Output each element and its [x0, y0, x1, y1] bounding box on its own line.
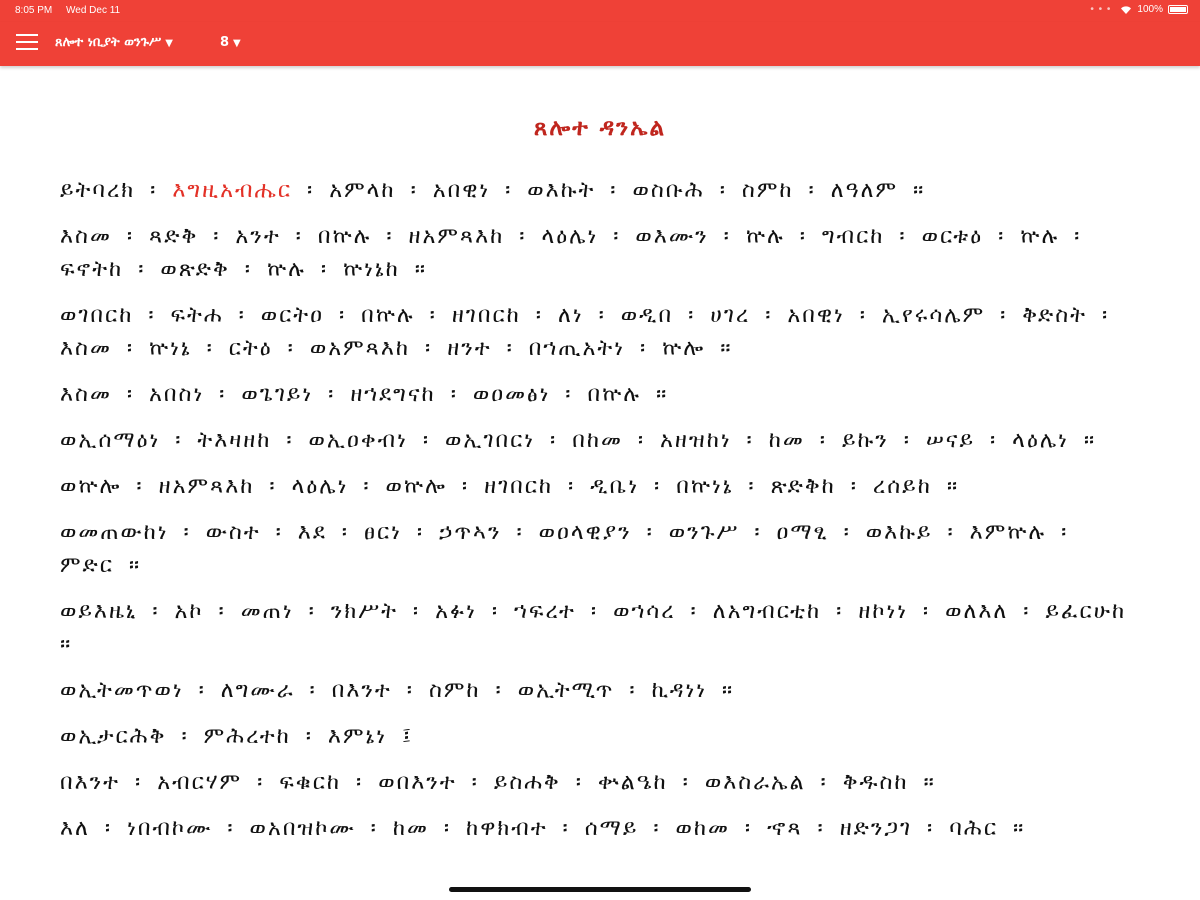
- chevron-down-icon: ▼: [165, 38, 173, 49]
- verse-9: ወኢትመጥወነ ፡ ለግሙራ ፡ በእንተ ፡ ስምከ ፡ ወኢትሚጥ ፡ ኪዳነነ ።: [60, 678, 735, 703]
- book-title: ጸሎተ ነቢያት ወንጉሥ: [55, 35, 162, 50]
- status-date: Wed Dec 11: [66, 5, 121, 16]
- multitask-dots-icon: • • •: [1090, 4, 1112, 15]
- verse-4: እስመ ፡ አበስነ ፡ ወጌገይነ ፡ ዘኀደግናከ ፡ ወዐመፅነ ፡ በኵሉ ።: [60, 382, 669, 407]
- reading-pane[interactable]: [0, 66, 1200, 900]
- chevron-down-icon: ▼: [233, 38, 241, 49]
- verse-12: እለ ፡ ነበብኮሙ ፡ ወአበዝኮሙ ፡ ከመ ፡ ከዋክብተ ፡ ሰማይ ፡ ወከመ ፡ ኆጻ ፡ ዘድንጋገ ፡ ባሕር ።: [60, 816, 1026, 841]
- verse-7: ወመጠውከነ ፡ ውስተ ፡ እደ ፡ ፀርነ ፡ ኃጥኣን ፡ ወዐላዊያን ፡ ወንጉሥ ፡ ዐማፂ ፡ ወእኩይ ፡ እምኵሉ ፡ ምድር ።: [60, 520, 1069, 578]
- chapter-selector-dropdown[interactable]: [220, 35, 241, 50]
- hamburger-menu-icon[interactable]: [16, 34, 38, 52]
- status-bar: [0, 0, 1200, 22]
- book-selector-dropdown[interactable]: [55, 35, 173, 50]
- verse-text: ይትባረክ ፡: [60, 178, 173, 203]
- chapter-number: 8: [220, 35, 230, 50]
- verse-1: [60, 174, 1130, 207]
- battery-icon: [1168, 5, 1188, 14]
- verse-6: ወኵሎ ፡ ዘአምጻእከ ፡ ላዕሌነ ፡ ወኵሎ ፡ ዘገበርከ ፡ ዲቤነ ፡ በኵነኔ ፡ ጽድቅከ ፡ ረሰይከ ።: [60, 474, 960, 499]
- app-bar: [0, 22, 1200, 66]
- wifi-icon: [1120, 5, 1132, 15]
- highlighted-word: እግዚአብሔር: [172, 178, 293, 203]
- verse-8: ወይእዜኒ ፡ አኮ ፡ መጠነ ፡ ንክሥት ፡ አፉነ ፡ ኀፍረተ ፡ ወኀሳረ ፡ ለአግብርቲከ ፡ ዘኮነነ ፡ ወለእለ ፡ ይፈርሁከ ።: [60, 599, 1127, 657]
- verse-3: ወገበርከ ፡ ፍትሐ ፡ ወርትዐ ፡ በኵሉ ፡ ዘገበርከ ፡ ለነ ፡ ወዲበ ፡ ሀገረ ፡ አበዊነ ፡ ኢየሩሳሌም ፡ ቅድስት ፡ እስመ ፡ ኵነኔ ፡ ርትዕ ፡ ወአምጻእከ ፡ ዘንተ ፡ በኀጢአትነ ፡ ኵሎ ።: [60, 303, 1110, 361]
- verse-11: በእንተ ፡ አብርሃም ፡ ፍቁርከ ፡ ወበእንተ ፡ ይስሐቅ ፡ ቍልዔከ ፡ ወእስራኤል ፡ ቅዱስከ ።: [60, 770, 936, 795]
- verse-text: ፡ አምላከ ፡ አበዊነ ፡ ወእኩት ፡ ወስቡሕ ፡ ስምከ ፡ ለዓለም ።: [292, 178, 926, 203]
- verse-10: ወኢታርሕቅ ፡ ምሕረተከ ፡ እምኔነ ፤: [60, 724, 413, 749]
- battery-percent: 100%: [1137, 4, 1163, 15]
- status-time: 8:05 PM: [15, 5, 53, 16]
- verse-5: ወኢሰማዕነ ፡ ትእዛዘከ ፡ ወኢዐቀብነ ፡ ወኢገበርነ ፡ በከመ ፡ አዘዝከነ ፡ ከመ ፡ ይኩን ፡ ሠናይ ፡ ላዕሌነ ።: [60, 428, 1097, 453]
- verse-list: [60, 174, 1130, 858]
- chapter-heading: ጸሎተ ዳንኤል: [533, 114, 667, 141]
- status-right-group: [1090, 4, 1188, 15]
- home-indicator[interactable]: [449, 887, 751, 892]
- verse-2: እስመ ፡ ጻድቅ ፡ አንተ ፡ በኵሉ ፡ ዘአምጻእከ ፡ ላዕሌነ ፡ ወእሙን ፡ ኵሉ ፡ ግብርከ ፡ ወርቱዕ ፡ ኵሉ ፡ ፍኖትከ ፡ ወጽድቅ ፡ ኵሉ ፡ ኵነኔከ ።: [60, 224, 1082, 282]
